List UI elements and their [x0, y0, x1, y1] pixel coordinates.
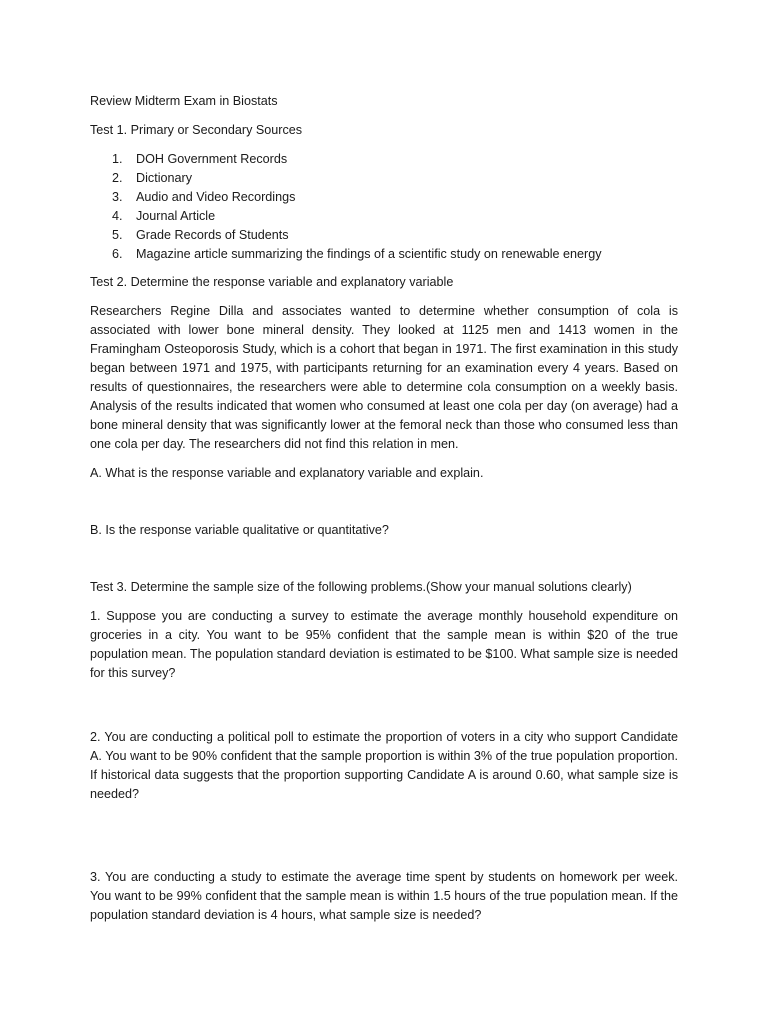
- test2-heading: Test 2. Determine the response variable and explanatory variable: [90, 275, 454, 289]
- list-number: 2.: [112, 171, 123, 185]
- test1-heading: Test 1. Primary or Secondary Sources: [90, 123, 303, 137]
- document-page: [90, 92, 678, 935]
- list-item-text: DOH Government Records: [136, 152, 288, 166]
- answer-space: [90, 814, 678, 868]
- answer-space: [90, 550, 678, 578]
- answer-space: [90, 693, 678, 728]
- list-item: [90, 188, 678, 207]
- list-item-text: Magazine article summarizing the findings of a scientific study on renewable energy: [136, 247, 602, 261]
- list-item: [90, 245, 678, 264]
- test3-problem-1: 1. Suppose you are conducting a survey to estimate the average monthly household expenditure on groceries in a city. You want to be 95% confident that the sample mean is within $20 of the true population mean. The population standard deviation is estimated to be $100. What sample size is needed for this survey?: [90, 609, 678, 680]
- list-item-text: Audio and Video Recordings: [136, 190, 296, 204]
- list-item-text: Journal Article: [136, 209, 216, 223]
- list-item: [90, 226, 678, 245]
- test2-question-a: A. What is the response variable and explanatory variable and explain.: [90, 466, 484, 480]
- list-item: [90, 207, 678, 226]
- test3-problem-2: 2. You are conducting a political poll to estimate the proportion of voters in a city who support Candidate A. You want to be 90% confident that the sample proportion is within 3% of the true population proportion. If historical data suggests that the proportion supporting Candidate A is around 0.60, what sample size is needed?: [90, 730, 678, 801]
- test3-problem-3: 3. You are conducting a study to estimate the average time spent by students on homework per week. You want to be 99% confident that the sample mean is within 1.5 hours of the true population mean. If the population standard deviation is 4 hours, what sample size is needed?: [90, 870, 678, 922]
- list-item-text: Dictionary: [136, 171, 192, 185]
- test2-question-b: B. Is the response variable qualitative or quantitative?: [90, 523, 389, 537]
- list-item-text: Grade Records of Students: [136, 228, 289, 242]
- test2-paragraph: Researchers Regine Dilla and associates wanted to determine whether consumption of cola is associated with lower bone mineral density. They looked at 1125 men and 1413 women in the Framingham Osteoporosis Study, which is a cohort that began in 1971. The first examination in this study began between 1971 and 1975, with participants returning for an examination every 4 years. Based on results of questionnaires, the researchers were able to determine cola consumption on a weekly basis. Analysis of the results indicated that women who consumed at least one cola per day (on average) had a bone mineral density that was significantly lower at the femoral neck than those who consumed less than one cola per day. The researchers did not find this relation in men.: [90, 304, 678, 451]
- list-number: 3.: [112, 190, 123, 204]
- test1-source-list: [90, 150, 678, 264]
- list-number: 1.: [112, 152, 123, 166]
- list-item: [90, 169, 678, 188]
- list-item: [90, 150, 678, 169]
- list-number: 4.: [112, 209, 123, 223]
- answer-space: [90, 493, 678, 521]
- document-title: Review Midterm Exam in Biostats: [90, 94, 278, 108]
- test3-heading: Test 3. Determine the sample size of the following problems.(Show your manual solutions clearly): [90, 580, 632, 594]
- list-number: 6.: [112, 247, 123, 261]
- list-number: 5.: [112, 228, 123, 242]
